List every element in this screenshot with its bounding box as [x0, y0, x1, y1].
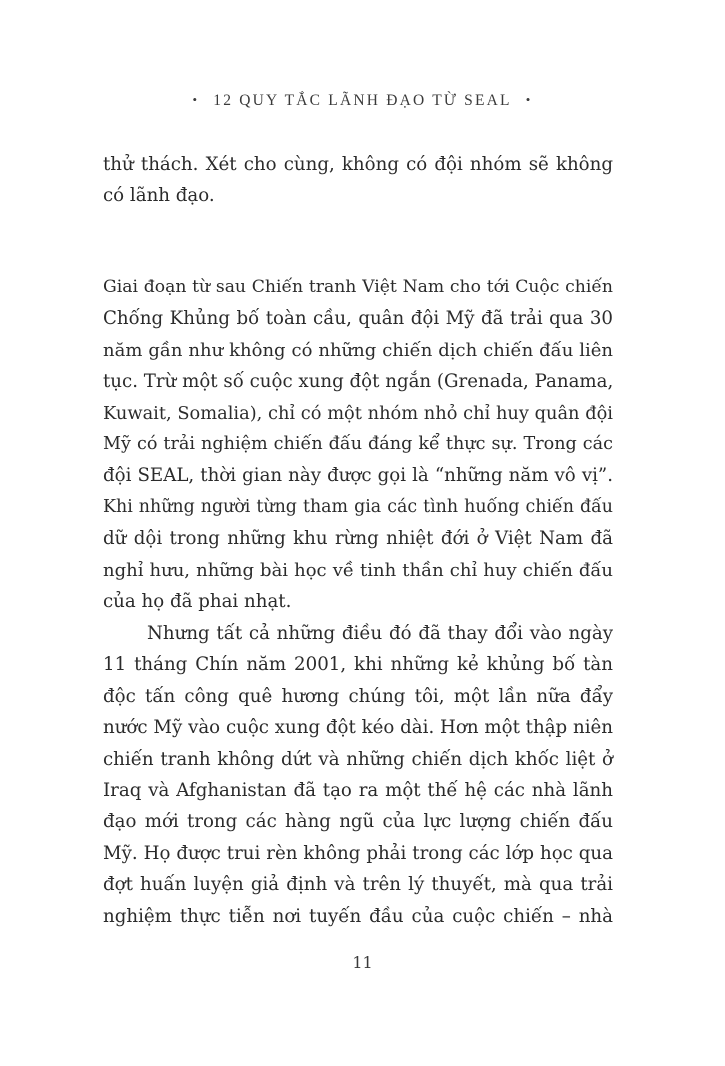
text-line: Mỹ có trải nghiệm chiến đấu đáng kể thực sự. Trong các: [103, 434, 613, 455]
text-line: Mỹ. Họ được trui rèn không phải trong các lớp học qua: [103, 842, 613, 864]
text-line: chiến tranh không dứt và những chiến dịch khốc liệt ở: [103, 748, 613, 770]
text-line: đội SEAL, thời gian này được gọi là “những năm vô vị”.: [103, 465, 613, 487]
text-line: Iraq và Afghanistan đã tạo ra một thế hệ các nhà lãnh: [103, 780, 613, 802]
text-line: nước Mỹ vào cuộc xung đột kéo dài. Hơn một thập niên: [103, 717, 613, 739]
text-line: 11 tháng Chín năm 2001, khi những kẻ khủng bố tàn: [103, 654, 613, 676]
text-line: Giai đoạn từ sau Chiến tranh Việt Nam cho tới Cuộc chiến: [103, 277, 613, 297]
running-header: [0, 92, 725, 110]
text-line: của họ đã phai nhạt.: [103, 591, 292, 613]
text-line: Khi những người từng tham gia các tình huống chiến đấu: [103, 496, 613, 517]
text-line: dữ dội trong những khu rừng nhiệt đới ở Việt Nam đã: [103, 528, 613, 550]
text-line: Nhưng tất cả những điều đó đã thay đổi vào ngày: [147, 623, 613, 644]
paragraph-continuation: [103, 149, 613, 212]
header-title: 12 QUY TẮC LÃNH ĐẠO TỪ SEAL: [213, 92, 512, 109]
paragraph-vietnam-war: [103, 272, 613, 617]
text-line: có lãnh đạo.: [103, 185, 215, 207]
paragraph-september-11: [103, 618, 613, 932]
text-line: đợt huấn luyện giả định và trên lý thuyết, mà qua trải: [103, 874, 613, 896]
text-line: nghiệm thực tiễn nơi tuyến đầu của cuộc chiến – nhà: [103, 905, 613, 927]
text-line: nghỉ hưu, những bài học về tinh thần chỉ huy chiến đấu: [103, 559, 613, 581]
header-bullet-left: •: [192, 92, 200, 107]
text-line: độc tấn công quê hương chúng tôi, một lần nữa đẩy: [103, 685, 613, 707]
text-line: thử thách. Xét cho cùng, không có đội nhóm sẽ không: [103, 154, 613, 175]
text-line: năm gần như không có những chiến dịch chiến đấu liên: [103, 339, 613, 361]
header-bullet-right: •: [525, 92, 533, 107]
page-number: 11: [352, 953, 373, 972]
text-line: Kuwait, Somalia), chỉ có một nhóm nhỏ chỉ huy quân đội: [103, 402, 613, 424]
text-line: tục. Trừ một số cuộc xung đột ngắn (Grenada, Panama,: [103, 371, 614, 393]
text-line: Chống Khủng bố toàn cầu, quân đội Mỹ đã trải qua 30: [103, 308, 613, 330]
text-line: đạo mới trong các hàng ngũ của lực lượng chiến đấu: [103, 811, 613, 833]
